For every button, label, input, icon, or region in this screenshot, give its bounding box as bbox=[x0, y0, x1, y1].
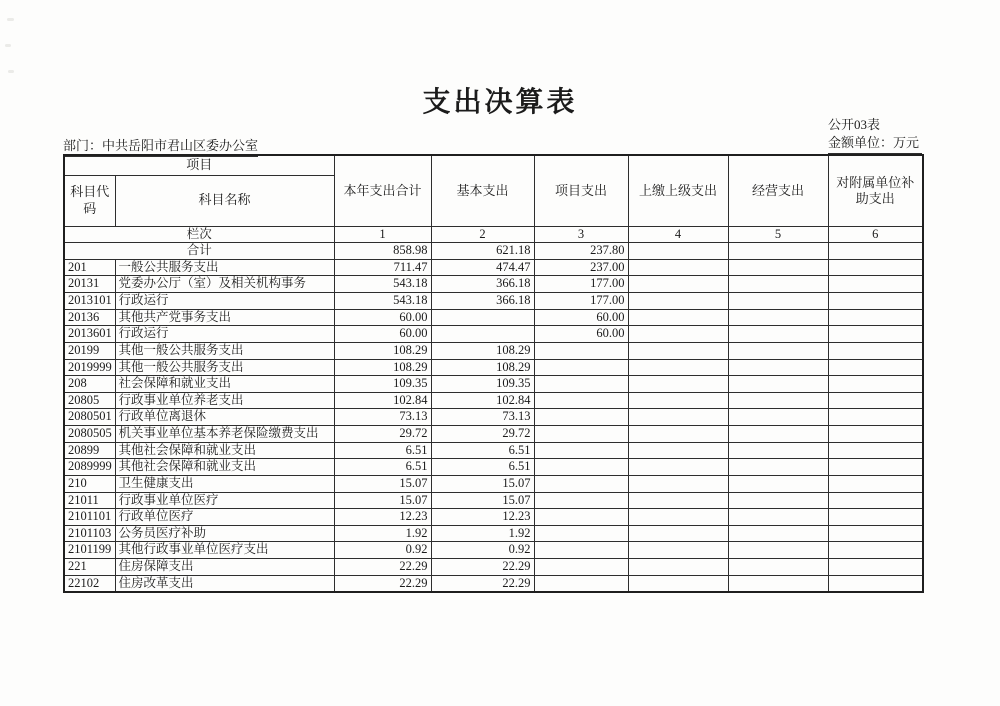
table-row bbox=[64, 376, 923, 393]
amount-cell bbox=[628, 342, 728, 359]
subject-code-cell: 20199 bbox=[64, 342, 115, 359]
column-header-total-expenditure: 本年支出合计 bbox=[334, 155, 431, 226]
amount-cell bbox=[728, 309, 828, 326]
table-row bbox=[64, 459, 923, 476]
amount-cell bbox=[728, 492, 828, 509]
table-row bbox=[64, 509, 923, 526]
subject-code-cell: 2101103 bbox=[64, 525, 115, 542]
amount-cell: 60.00 bbox=[334, 326, 431, 343]
amount-cell bbox=[628, 475, 728, 492]
table-row bbox=[64, 542, 923, 559]
amount-cell bbox=[534, 392, 628, 409]
amount-cell bbox=[628, 559, 728, 576]
subject-name-cell: 公务员医疗补助 bbox=[115, 525, 334, 542]
amount-cell bbox=[534, 409, 628, 426]
column-index: 3 bbox=[534, 226, 628, 243]
amount-cell: 0.92 bbox=[431, 542, 534, 559]
amount-cell: 366.18 bbox=[431, 276, 534, 293]
amount-cell: 108.29 bbox=[334, 342, 431, 359]
subject-code-cell: 2013601 bbox=[64, 326, 115, 343]
subject-name-cell: 行政单位医疗 bbox=[115, 509, 334, 526]
page-title: 支出决算表 bbox=[422, 86, 578, 117]
subject-name-cell: 其他行政事业单位医疗支出 bbox=[115, 542, 334, 559]
subject-code-cell: 2101101 bbox=[64, 509, 115, 526]
amount-cell: 237.00 bbox=[534, 259, 628, 276]
table-row bbox=[64, 276, 923, 293]
amount-cell bbox=[534, 575, 628, 592]
subject-code-cell: 21011 bbox=[64, 492, 115, 509]
column-index: 6 bbox=[828, 226, 923, 243]
amount-cell bbox=[628, 376, 728, 393]
amount-cell bbox=[628, 442, 728, 459]
amount-cell bbox=[728, 509, 828, 526]
column-index-row bbox=[64, 226, 923, 243]
amount-cell bbox=[728, 459, 828, 476]
subject-code-cell: 2080505 bbox=[64, 426, 115, 443]
amount-cell bbox=[728, 409, 828, 426]
amount-cell: 12.23 bbox=[431, 509, 534, 526]
scan-artifact bbox=[5, 44, 11, 47]
subject-name-cell: 机关事业单位基本养老保险缴费支出 bbox=[115, 426, 334, 443]
amount-cell bbox=[828, 276, 923, 293]
form-number-label: 公开03表 bbox=[828, 117, 881, 132]
subject-code-cell: 201 bbox=[64, 259, 115, 276]
amount-cell: 6.51 bbox=[431, 442, 534, 459]
amount-cell bbox=[431, 326, 534, 343]
amount-cell bbox=[728, 342, 828, 359]
table-row bbox=[64, 409, 923, 426]
amount-cell: 102.84 bbox=[431, 392, 534, 409]
amount-cell bbox=[728, 575, 828, 592]
amount-cell: 1.92 bbox=[334, 525, 431, 542]
amount-cell bbox=[728, 293, 828, 310]
amount-cell bbox=[628, 525, 728, 542]
subject-code-cell: 221 bbox=[64, 559, 115, 576]
amount-cell bbox=[534, 559, 628, 576]
total-row bbox=[64, 243, 923, 260]
amount-cell bbox=[534, 459, 628, 476]
subject-code-cell: 2101199 bbox=[64, 542, 115, 559]
amount-cell: 108.29 bbox=[334, 359, 431, 376]
subject-name-cell: 行政运行 bbox=[115, 293, 334, 310]
amount-cell bbox=[534, 509, 628, 526]
amount-cell bbox=[628, 309, 728, 326]
subject-name-cell: 住房改革支出 bbox=[115, 575, 334, 592]
column-index: 1 bbox=[334, 226, 431, 243]
subject-name-cell: 其他一般公共服务支出 bbox=[115, 342, 334, 359]
amount-cell bbox=[728, 326, 828, 343]
amount-cell bbox=[828, 459, 923, 476]
total-row-label: 合计 bbox=[64, 243, 334, 260]
amount-cell: 15.07 bbox=[431, 475, 534, 492]
subject-name-cell: 其他共产党事务支出 bbox=[115, 309, 334, 326]
amount-cell bbox=[728, 559, 828, 576]
amount-cell: 6.51 bbox=[334, 442, 431, 459]
amount-cell bbox=[534, 542, 628, 559]
amount-cell bbox=[828, 442, 923, 459]
subject-code-cell: 210 bbox=[64, 475, 115, 492]
amount-cell bbox=[728, 426, 828, 443]
amount-cell: 60.00 bbox=[334, 309, 431, 326]
subject-name-cell: 一般公共服务支出 bbox=[115, 259, 334, 276]
amount-cell bbox=[828, 525, 923, 542]
table-row bbox=[64, 392, 923, 409]
amount-cell: 0.92 bbox=[334, 542, 431, 559]
amount-cell: 177.00 bbox=[534, 276, 628, 293]
amount-cell bbox=[628, 276, 728, 293]
subject-name-cell: 其他社会保障和就业支出 bbox=[115, 459, 334, 476]
amount-cell: 22.29 bbox=[334, 559, 431, 576]
amount-cell: 177.00 bbox=[534, 293, 628, 310]
amount-cell: 15.07 bbox=[334, 475, 431, 492]
amount-cell bbox=[628, 459, 728, 476]
subject-code-cell: 2089999 bbox=[64, 459, 115, 476]
expenditure-table bbox=[63, 154, 924, 593]
amount-cell bbox=[728, 525, 828, 542]
column-header-subsidy-expenditure: 对附属单位补助支出 bbox=[828, 155, 923, 226]
amount-cell bbox=[828, 409, 923, 426]
amount-cell bbox=[534, 426, 628, 443]
total-amount-cell bbox=[728, 243, 828, 260]
department-label: 部门：中共岳阳市君山区委办公室 bbox=[63, 135, 258, 157]
column-index: 5 bbox=[728, 226, 828, 243]
amount-cell bbox=[628, 392, 728, 409]
subject-code-cell: 2080501 bbox=[64, 409, 115, 426]
table-row bbox=[64, 293, 923, 310]
amount-cell bbox=[828, 342, 923, 359]
table-header-body bbox=[64, 155, 923, 259]
amount-cell bbox=[828, 559, 923, 576]
amount-cell bbox=[828, 542, 923, 559]
amount-cell: 6.51 bbox=[431, 459, 534, 476]
subject-code-cell: 20805 bbox=[64, 392, 115, 409]
amount-cell bbox=[828, 509, 923, 526]
amount-cell bbox=[828, 326, 923, 343]
subject-name-cell: 行政事业单位医疗 bbox=[115, 492, 334, 509]
amount-cell bbox=[628, 492, 728, 509]
scan-artifact bbox=[7, 18, 14, 21]
amount-cell bbox=[628, 509, 728, 526]
amount-cell bbox=[828, 492, 923, 509]
amount-cell: 366.18 bbox=[431, 293, 534, 310]
amount-cell bbox=[728, 276, 828, 293]
amount-cell bbox=[534, 359, 628, 376]
table-row bbox=[64, 559, 923, 576]
amount-cell: 29.72 bbox=[334, 426, 431, 443]
subject-name-cell: 其他一般公共服务支出 bbox=[115, 359, 334, 376]
amount-cell bbox=[828, 359, 923, 376]
subject-name-cell: 社会保障和就业支出 bbox=[115, 376, 334, 393]
subject-code-cell: 208 bbox=[64, 376, 115, 393]
column-header-operating-expenditure: 经营支出 bbox=[728, 155, 828, 226]
table-row bbox=[64, 426, 923, 443]
amount-cell bbox=[628, 259, 728, 276]
header-row-project bbox=[64, 155, 923, 175]
amount-cell: 6.51 bbox=[334, 459, 431, 476]
subject-name-cell: 行政事业单位养老支出 bbox=[115, 392, 334, 409]
amount-cell: 474.47 bbox=[431, 259, 534, 276]
table-row bbox=[64, 475, 923, 492]
column-header-upturned-expenditure: 上缴上级支出 bbox=[628, 155, 728, 226]
amount-cell: 60.00 bbox=[534, 326, 628, 343]
amount-cell: 29.72 bbox=[431, 426, 534, 443]
subject-code-cell: 2013101 bbox=[64, 293, 115, 310]
amount-cell bbox=[534, 525, 628, 542]
unit-note-label: 金额单位：万元 bbox=[828, 132, 922, 155]
amount-cell bbox=[628, 542, 728, 559]
subject-code-cell: 20136 bbox=[64, 309, 115, 326]
amount-cell bbox=[828, 575, 923, 592]
row-index-label: 栏次 bbox=[64, 226, 334, 243]
amount-cell bbox=[728, 475, 828, 492]
amount-cell: 73.13 bbox=[334, 409, 431, 426]
subject-code-header: 科目代码 bbox=[64, 175, 115, 226]
amount-cell bbox=[828, 475, 923, 492]
total-amount-cell: 237.80 bbox=[534, 243, 628, 260]
amount-cell: 22.29 bbox=[334, 575, 431, 592]
amount-cell bbox=[728, 376, 828, 393]
amount-cell bbox=[728, 392, 828, 409]
amount-cell bbox=[628, 426, 728, 443]
amount-cell: 22.29 bbox=[431, 559, 534, 576]
subject-code-cell: 20131 bbox=[64, 276, 115, 293]
amount-cell bbox=[828, 376, 923, 393]
total-amount-cell: 858.98 bbox=[334, 243, 431, 260]
amount-cell bbox=[534, 342, 628, 359]
amount-cell bbox=[628, 409, 728, 426]
project-group-header: 项目 bbox=[64, 155, 334, 175]
amount-cell bbox=[728, 542, 828, 559]
amount-cell: 22.29 bbox=[431, 575, 534, 592]
amount-cell: 109.35 bbox=[431, 376, 534, 393]
amount-cell bbox=[534, 475, 628, 492]
column-index: 4 bbox=[628, 226, 728, 243]
amount-cell: 711.47 bbox=[334, 259, 431, 276]
amount-cell bbox=[534, 376, 628, 393]
amount-cell bbox=[828, 309, 923, 326]
table-row bbox=[64, 525, 923, 542]
amount-cell: 108.29 bbox=[431, 342, 534, 359]
subject-code-cell: 2019999 bbox=[64, 359, 115, 376]
table-row bbox=[64, 575, 923, 592]
subject-name-cell: 卫生健康支出 bbox=[115, 475, 334, 492]
amount-cell bbox=[728, 359, 828, 376]
amount-cell bbox=[828, 426, 923, 443]
amount-cell bbox=[628, 575, 728, 592]
amount-cell bbox=[828, 392, 923, 409]
subject-name-cell: 党委办公厅（室）及相关机构事务 bbox=[115, 276, 334, 293]
amount-cell bbox=[828, 293, 923, 310]
column-header-project-expenditure: 项目支出 bbox=[534, 155, 628, 226]
table-row bbox=[64, 342, 923, 359]
column-header-basic-expenditure: 基本支出 bbox=[431, 155, 534, 226]
amount-cell: 60.00 bbox=[534, 309, 628, 326]
subject-name-cell: 行政单位离退休 bbox=[115, 409, 334, 426]
subject-name-cell: 其他社会保障和就业支出 bbox=[115, 442, 334, 459]
amount-cell bbox=[728, 442, 828, 459]
column-index: 2 bbox=[431, 226, 534, 243]
amount-cell bbox=[628, 293, 728, 310]
amount-cell bbox=[431, 309, 534, 326]
amount-cell: 543.18 bbox=[334, 276, 431, 293]
total-amount-cell bbox=[628, 243, 728, 260]
table-row bbox=[64, 492, 923, 509]
amount-cell bbox=[628, 326, 728, 343]
amount-cell: 73.13 bbox=[431, 409, 534, 426]
subject-name-header: 科目名称 bbox=[115, 175, 334, 226]
subject-code-cell: 22102 bbox=[64, 575, 115, 592]
amount-cell: 15.07 bbox=[334, 492, 431, 509]
amount-cell: 1.92 bbox=[431, 525, 534, 542]
total-amount-cell bbox=[828, 243, 923, 260]
scan-artifact bbox=[8, 70, 14, 73]
amount-cell: 108.29 bbox=[431, 359, 534, 376]
subject-code-cell: 20899 bbox=[64, 442, 115, 459]
table-row bbox=[64, 359, 923, 376]
amount-cell: 543.18 bbox=[334, 293, 431, 310]
amount-cell bbox=[534, 442, 628, 459]
table-row bbox=[64, 259, 923, 276]
table-body bbox=[64, 259, 923, 592]
subject-name-cell: 住房保障支出 bbox=[115, 559, 334, 576]
total-amount-cell: 621.18 bbox=[431, 243, 534, 260]
table-row bbox=[64, 309, 923, 326]
amount-cell bbox=[728, 259, 828, 276]
amount-cell: 102.84 bbox=[334, 392, 431, 409]
amount-cell: 109.35 bbox=[334, 376, 431, 393]
amount-cell bbox=[534, 492, 628, 509]
amount-cell bbox=[828, 259, 923, 276]
table-row bbox=[64, 326, 923, 343]
amount-cell: 12.23 bbox=[334, 509, 431, 526]
table-row bbox=[64, 442, 923, 459]
amount-cell bbox=[628, 359, 728, 376]
amount-cell: 15.07 bbox=[431, 492, 534, 509]
subject-name-cell: 行政运行 bbox=[115, 326, 334, 343]
